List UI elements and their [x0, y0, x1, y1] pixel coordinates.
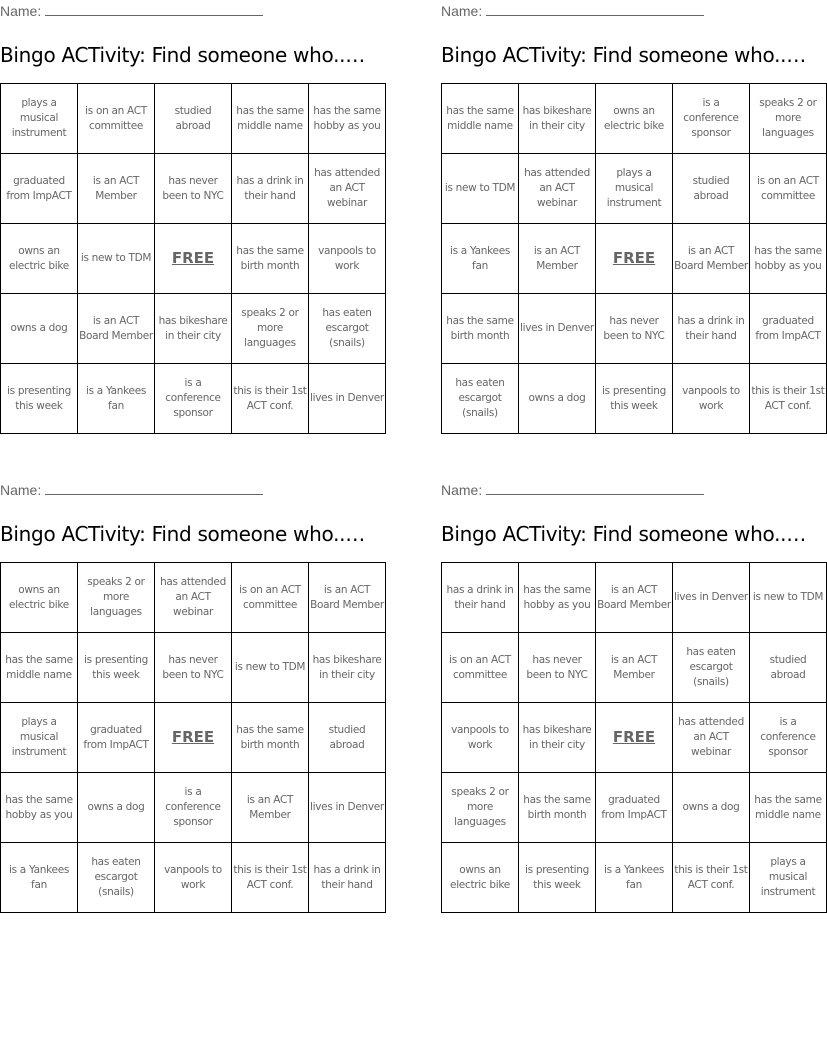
bingo-row: [1, 224, 386, 294]
bingo-row: [442, 224, 827, 294]
bingo-cell[interactable]: studied abroad: [309, 703, 386, 773]
bingo-cell[interactable]: plays a musical instrument: [596, 154, 673, 224]
bingo-cell[interactable]: graduated from ImpACT: [750, 294, 827, 364]
bingo-cell[interactable]: has never been to NYC: [596, 294, 673, 364]
bingo-cell[interactable]: is on an ACT committee: [750, 154, 827, 224]
bingo-cell[interactable]: has attended an ACT webinar: [519, 154, 596, 224]
name-blank-line[interactable]: [486, 482, 704, 495]
bingo-cell[interactable]: has eaten escargot (snails): [673, 633, 750, 703]
bingo-cell[interactable]: lives in Denver: [673, 563, 750, 633]
card-title: Bingo ACTivity: Find someone who..…: [0, 522, 365, 546]
bingo-cell[interactable]: has bikeshare in their city: [519, 84, 596, 154]
bingo-grid: [441, 562, 827, 913]
bingo-cell[interactable]: has a drink in their hand: [309, 843, 386, 913]
free-space[interactable]: FREE: [596, 703, 673, 773]
bingo-row: [442, 84, 827, 154]
name-label: Name:: [441, 482, 483, 498]
bingo-cell[interactable]: has never been to NYC: [519, 633, 596, 703]
bingo-row: [1, 633, 386, 703]
bingo-cell[interactable]: is a Yankees fan: [442, 224, 519, 294]
bingo-row: [442, 773, 827, 843]
bingo-cell[interactable]: has never been to NYC: [155, 154, 232, 224]
bingo-grid: [0, 562, 386, 913]
bingo-cell[interactable]: has the same hobby as you: [750, 224, 827, 294]
bingo-cell[interactable]: plays a musical instrument: [1, 703, 78, 773]
bingo-cell[interactable]: has a drink in their hand: [442, 563, 519, 633]
bingo-cell[interactable]: is a conference sponsor: [750, 703, 827, 773]
free-space[interactable]: FREE: [596, 224, 673, 294]
bingo-cell[interactable]: has a drink in their hand: [232, 154, 309, 224]
bingo-row: [1, 843, 386, 913]
bingo-cell[interactable]: is an ACT Member: [232, 773, 309, 843]
bingo-cell[interactable]: has the same birth month: [232, 224, 309, 294]
free-space[interactable]: FREE: [155, 703, 232, 773]
bingo-cell[interactable]: owns an electric bike: [442, 843, 519, 913]
name-field[interactable]: [441, 3, 704, 19]
bingo-cell[interactable]: is presenting this week: [596, 364, 673, 434]
bingo-cell[interactable]: lives in Denver: [309, 773, 386, 843]
bingo-cell[interactable]: has the same birth month: [232, 703, 309, 773]
name-field[interactable]: [0, 482, 263, 498]
bingo-row: [442, 563, 827, 633]
bingo-cell[interactable]: speaks 2 or more languages: [750, 84, 827, 154]
bingo-cell[interactable]: owns an electric bike: [1, 563, 78, 633]
bingo-row: [1, 563, 386, 633]
bingo-cell[interactable]: is presenting this week: [78, 633, 155, 703]
bingo-cell[interactable]: is new to TDM: [232, 633, 309, 703]
bingo-cell[interactable]: is on an ACT committee: [232, 563, 309, 633]
bingo-cell[interactable]: is new to TDM: [78, 224, 155, 294]
bingo-cell[interactable]: has the same birth month: [442, 294, 519, 364]
name-blank-line[interactable]: [486, 3, 704, 16]
name-field[interactable]: [0, 3, 263, 19]
name-blank-line[interactable]: [45, 3, 263, 16]
bingo-cell[interactable]: studied abroad: [673, 154, 750, 224]
bingo-row: [1, 773, 386, 843]
bingo-cell[interactable]: is presenting this week: [519, 843, 596, 913]
bingo-cell[interactable]: has bikeshare in their city: [155, 294, 232, 364]
bingo-cell[interactable]: graduated from ImpACT: [596, 773, 673, 843]
bingo-cell[interactable]: is an ACT Member: [596, 633, 673, 703]
bingo-cell[interactable]: is new to TDM: [442, 154, 519, 224]
bingo-cell[interactable]: owns a dog: [519, 364, 596, 434]
bingo-cell[interactable]: is on an ACT committee: [78, 84, 155, 154]
bingo-cell[interactable]: plays a musical instrument: [1, 84, 78, 154]
name-blank-line[interactable]: [45, 482, 263, 495]
bingo-row: [1, 364, 386, 434]
bingo-cell[interactable]: speaks 2 or more languages: [78, 563, 155, 633]
bingo-row: [1, 84, 386, 154]
bingo-row: [442, 294, 827, 364]
bingo-cell[interactable]: owns an electric bike: [596, 84, 673, 154]
bingo-cell[interactable]: has never been to NYC: [155, 633, 232, 703]
bingo-cell[interactable]: is a conference sponsor: [155, 364, 232, 434]
bingo-cell[interactable]: is on an ACT committee: [442, 633, 519, 703]
bingo-cell[interactable]: is a conference sponsor: [155, 773, 232, 843]
bingo-cell[interactable]: owns a dog: [1, 294, 78, 364]
name-label: Name:: [441, 3, 483, 19]
bingo-cell[interactable]: vanpools to work: [673, 364, 750, 434]
bingo-cell[interactable]: vanpools to work: [155, 843, 232, 913]
bingo-row: [442, 154, 827, 224]
card-title: Bingo ACTivity: Find someone who..…: [441, 43, 806, 67]
free-space[interactable]: FREE: [155, 224, 232, 294]
bingo-cell[interactable]: is new to TDM: [750, 563, 827, 633]
name-label: Name:: [0, 482, 42, 498]
card-title: Bingo ACTivity: Find someone who..…: [441, 522, 806, 546]
bingo-row: [442, 843, 827, 913]
bingo-cell[interactable]: has eaten escargot (snails): [309, 294, 386, 364]
bingo-cell[interactable]: plays a musical instrument: [750, 843, 827, 913]
bingo-cell[interactable]: is a Yankees fan: [78, 364, 155, 434]
bingo-cell[interactable]: has the same middle name: [1, 633, 78, 703]
bingo-cell[interactable]: speaks 2 or more languages: [442, 773, 519, 843]
bingo-cell[interactable]: graduated from ImpACT: [1, 154, 78, 224]
bingo-cell[interactable]: is a conference sponsor: [673, 84, 750, 154]
bingo-cell[interactable]: lives in Denver: [309, 364, 386, 434]
bingo-cell[interactable]: is an ACT Member: [78, 154, 155, 224]
bingo-cell[interactable]: this is their 1st ACT conf.: [232, 364, 309, 434]
bingo-grid: [441, 83, 827, 434]
bingo-cell[interactable]: is an ACT Board Member: [673, 224, 750, 294]
name-label: Name:: [0, 3, 42, 19]
bingo-cell[interactable]: is a Yankees fan: [596, 843, 673, 913]
bingo-cell[interactable]: has the same middle name: [750, 773, 827, 843]
bingo-cell[interactable]: has the same hobby as you: [519, 563, 596, 633]
bingo-cell[interactable]: is an ACT Member: [519, 224, 596, 294]
bingo-cell[interactable]: has the same hobby as you: [309, 84, 386, 154]
bingo-cell[interactable]: vanpools to work: [442, 703, 519, 773]
bingo-cell[interactable]: this is their 1st ACT conf.: [673, 843, 750, 913]
bingo-grid: [0, 83, 386, 434]
bingo-cell[interactable]: has eaten escargot (snails): [78, 843, 155, 913]
bingo-cell[interactable]: is an ACT Board Member: [596, 563, 673, 633]
bingo-cell[interactable]: this is their 1st ACT conf.: [750, 364, 827, 434]
bingo-cell[interactable]: owns an electric bike: [1, 224, 78, 294]
card-title: Bingo ACTivity: Find someone who..…: [0, 43, 365, 67]
bingo-cell[interactable]: has the same middle name: [442, 84, 519, 154]
bingo-cell[interactable]: speaks 2 or more languages: [232, 294, 309, 364]
bingo-row: [442, 703, 827, 773]
name-field[interactable]: [441, 482, 704, 498]
bingo-cell[interactable]: has eaten escargot (snails): [442, 364, 519, 434]
bingo-cell[interactable]: is a Yankees fan: [1, 843, 78, 913]
bingo-cell[interactable]: lives in Denver: [519, 294, 596, 364]
bingo-cell[interactable]: studied abroad: [750, 633, 827, 703]
bingo-cell[interactable]: graduated from ImpACT: [78, 703, 155, 773]
bingo-cell[interactable]: this is their 1st ACT conf.: [232, 843, 309, 913]
bingo-row: [442, 633, 827, 703]
bingo-cell[interactable]: vanpools to work: [309, 224, 386, 294]
bingo-cell[interactable]: has attended an ACT webinar: [309, 154, 386, 224]
bingo-cell[interactable]: owns a dog: [673, 773, 750, 843]
bingo-cell[interactable]: has attended an ACT webinar: [673, 703, 750, 773]
bingo-cell[interactable]: studied abroad: [155, 84, 232, 154]
bingo-cell[interactable]: owns a dog: [78, 773, 155, 843]
bingo-row: [442, 364, 827, 434]
bingo-cell[interactable]: has bikeshare in their city: [519, 703, 596, 773]
bingo-cell[interactable]: has the same birth month: [519, 773, 596, 843]
bingo-cell[interactable]: has bikeshare in their city: [309, 633, 386, 703]
bingo-cell[interactable]: has attended an ACT webinar: [155, 563, 232, 633]
bingo-cell[interactable]: has the same middle name: [232, 84, 309, 154]
bingo-cell[interactable]: is an ACT Board Member: [78, 294, 155, 364]
bingo-cell[interactable]: has the same hobby as you: [1, 773, 78, 843]
bingo-cell[interactable]: is an ACT Board Member: [309, 563, 386, 633]
bingo-row: [1, 703, 386, 773]
bingo-row: [1, 154, 386, 224]
bingo-cell[interactable]: is presenting this week: [1, 364, 78, 434]
bingo-row: [1, 294, 386, 364]
bingo-cell[interactable]: has a drink in their hand: [673, 294, 750, 364]
